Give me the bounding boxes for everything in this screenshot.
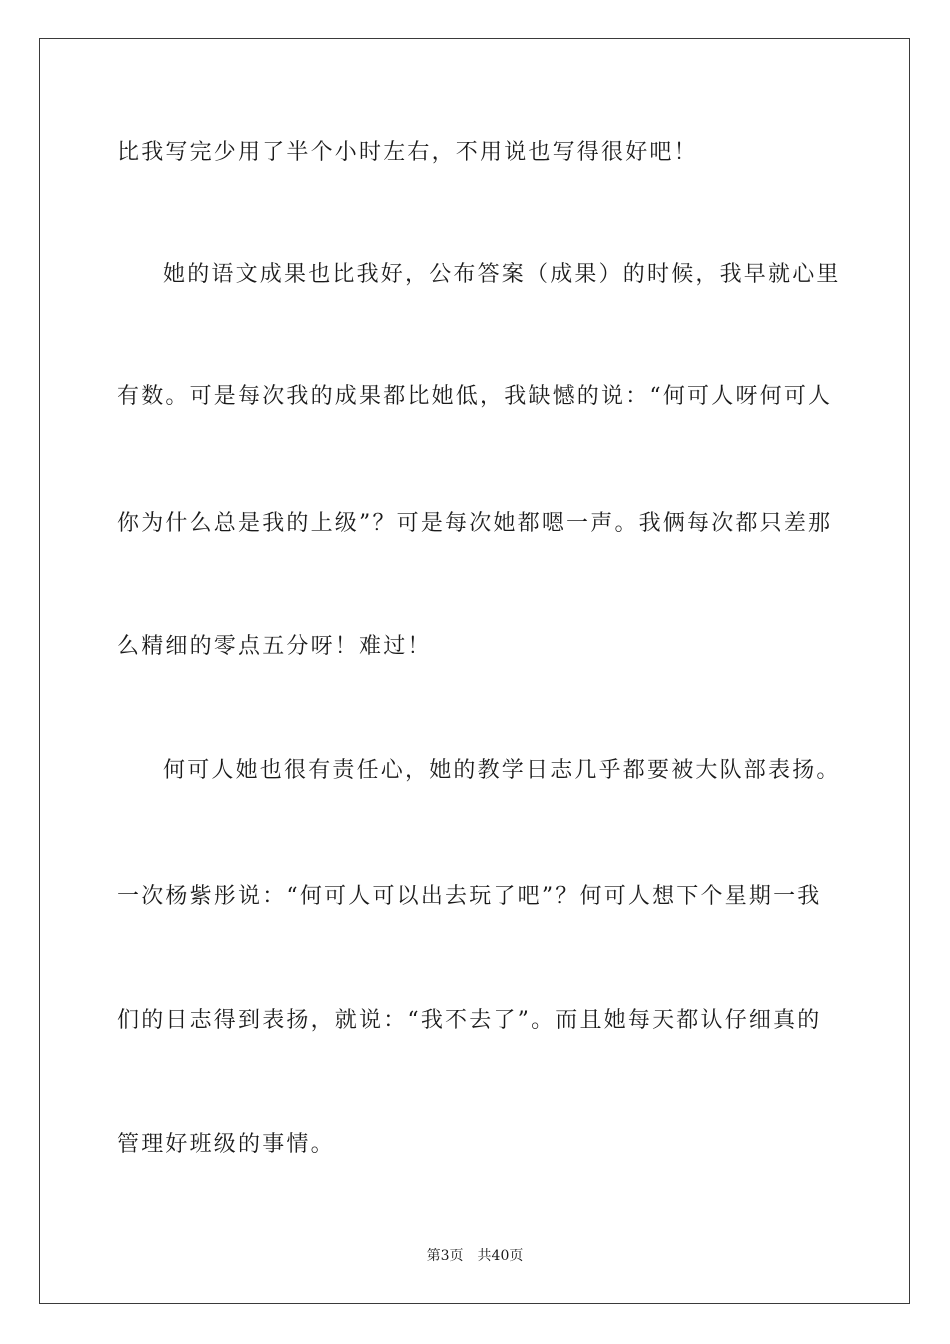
page-border: [39, 38, 910, 1304]
page-number: 第3页: [426, 1248, 464, 1264]
total-pages: 共40页: [477, 1248, 524, 1264]
text-line-5: 么精细的零点五分呀！难过！: [117, 634, 432, 659]
text-line-3: 有数。可是每次我的成果都比她低，我缺憾的说：“何可人呀何可人: [117, 384, 833, 409]
text-line-8: 们的日志得到表扬，就说：“我不去了”。而且她每天都认仔细真的: [117, 1008, 822, 1033]
text-line-1: 比我写完少用了半个小时左右，不用说也写得很好吧！: [117, 140, 698, 165]
text-line-7: 一次杨紫彤说：“何可人可以出去玩了吧”？何可人想下个星期一我: [117, 884, 822, 909]
text-line-9: 管理好班级的事情。: [117, 1132, 335, 1157]
text-line-4: 你为什么总是我的上级”？可是每次她都嗯一声。我俩每次都只差那: [117, 511, 833, 536]
text-line-2: 她的语文成果也比我好，公布答案（成果）的时候，我早就心里: [163, 262, 841, 287]
text-line-6: 何可人她也很有责任心，她的教学日志几乎都要被大队部表扬。: [163, 758, 841, 783]
page-footer: [0, 1247, 950, 1265]
